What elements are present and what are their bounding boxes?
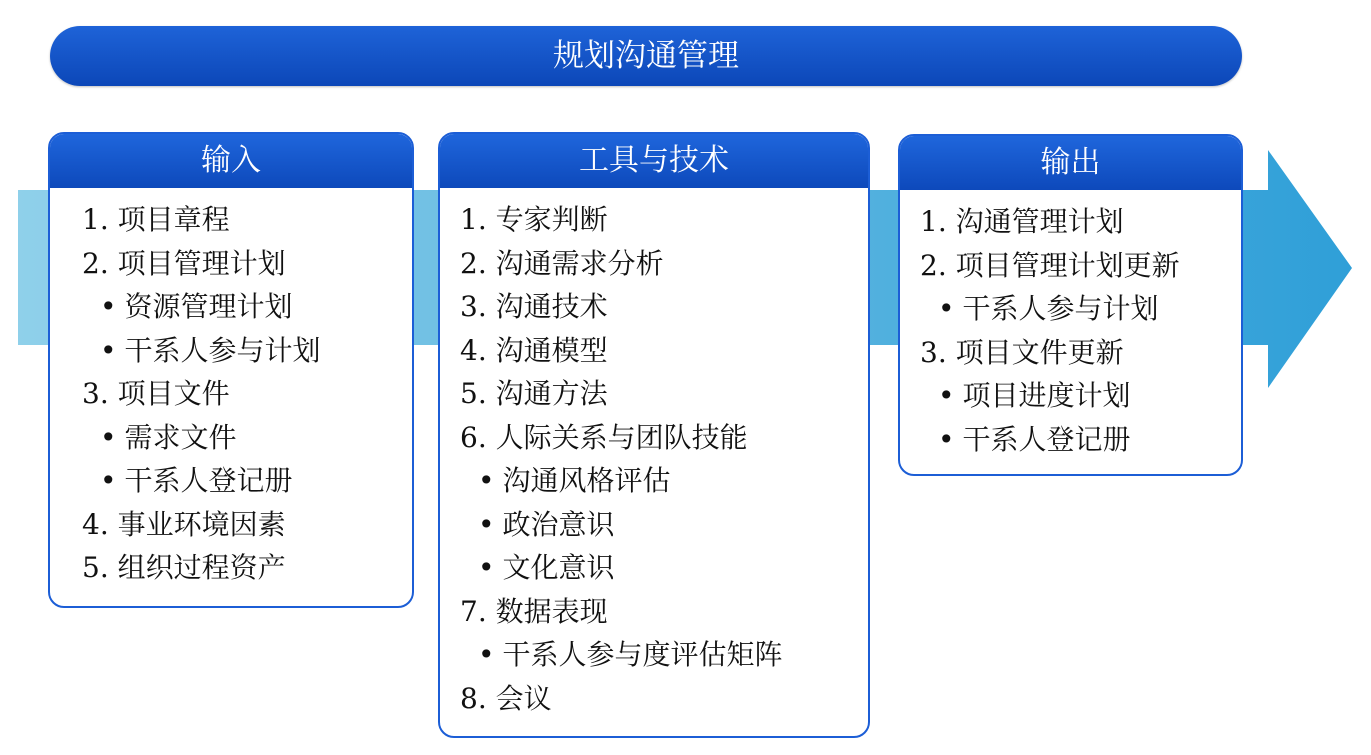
outputs-item: 3. 项目文件更新 xyxy=(920,335,1124,369)
inputs-subitem: • 需求文件 xyxy=(50,416,412,460)
tools-item: 6. 人际关系与团队技能 xyxy=(460,420,748,454)
tools-item: 5. 沟通方法 xyxy=(460,377,608,410)
inputs-subitem: • 干系人参与计划 xyxy=(50,329,412,373)
inputs-item: 2. 项目管理计划 xyxy=(82,246,286,280)
tools-list xyxy=(440,188,868,720)
outputs-panel xyxy=(898,134,1243,476)
tools-item: 1. 专家判断 xyxy=(460,203,608,236)
inputs-panel xyxy=(48,132,414,608)
tools-subitem: • 政治意识 xyxy=(440,503,868,547)
process-title: 规划沟通管理 xyxy=(50,26,1242,86)
outputs-header: 输出 xyxy=(900,136,1241,190)
tools-item: 2. 沟通需求分析 xyxy=(460,246,664,280)
outputs-subitem: • 干系人登记册 xyxy=(900,418,1241,462)
inputs-item: 1. 项目章程 xyxy=(82,203,230,236)
inputs-item: 5. 组织过程资产 xyxy=(82,551,286,584)
outputs-list xyxy=(900,190,1241,461)
tools-subitem: • 干系人参与度评估矩阵 xyxy=(440,633,868,677)
inputs-subitem: • 干系人登记册 xyxy=(50,459,412,503)
outputs-item: 1. 沟通管理计划 xyxy=(920,205,1124,238)
inputs-header: 输入 xyxy=(50,134,412,188)
inputs-item: 4. 事业环境因素 xyxy=(82,507,286,541)
outputs-subitem: • 干系人参与计划 xyxy=(900,287,1241,331)
tools-item: 7. 数据表现 xyxy=(460,594,608,628)
tools-subitem: • 文化意识 xyxy=(440,546,868,590)
tools-item: 8. 会议 xyxy=(460,681,552,715)
tools-panel xyxy=(438,132,870,738)
inputs-item: 3. 项目文件 xyxy=(82,377,230,410)
outputs-item: 2. 项目管理计划更新 xyxy=(920,248,1180,282)
tools-item: 4. 沟通模型 xyxy=(460,333,608,367)
inputs-list xyxy=(50,188,412,590)
tools-item: 3. 沟通技术 xyxy=(460,290,608,323)
inputs-subitem: • 资源管理计划 xyxy=(50,285,412,329)
outputs-subitem: • 项目进度计划 xyxy=(900,374,1241,418)
tools-subitem: • 沟通风格评估 xyxy=(440,459,868,503)
tools-header: 工具与技术 xyxy=(440,134,868,188)
